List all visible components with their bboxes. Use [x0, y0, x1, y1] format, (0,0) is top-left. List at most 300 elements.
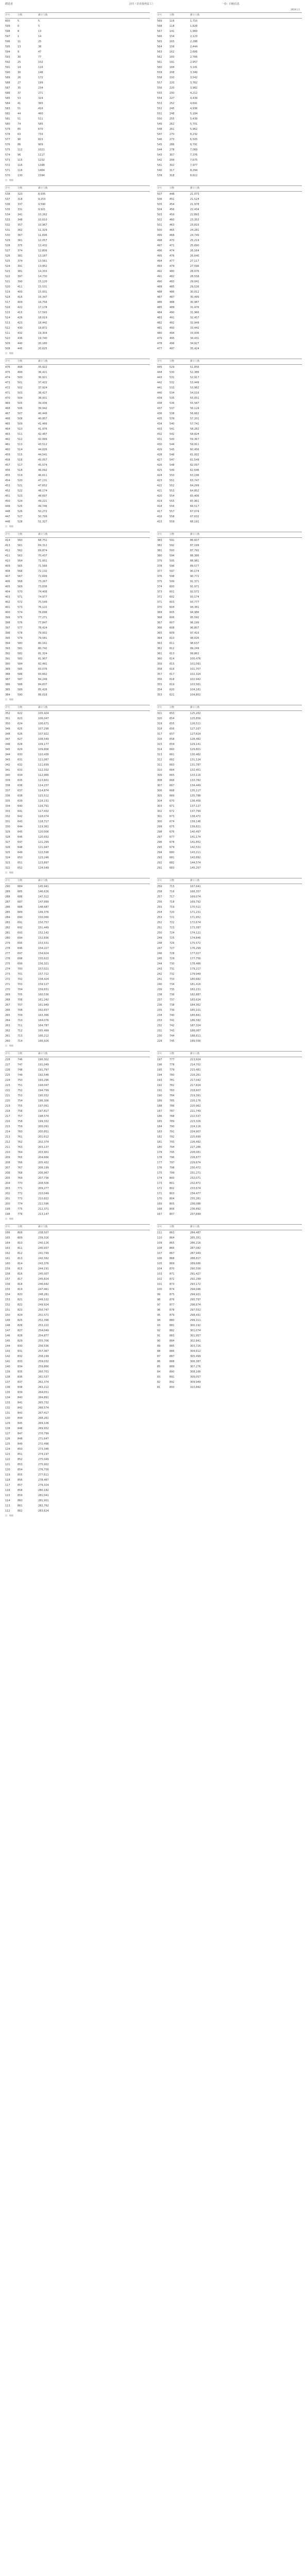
table-row [5, 1333, 150, 1338]
cell-id: 174 [157, 1177, 162, 1180]
table-row [5, 641, 150, 646]
table-row [157, 819, 302, 824]
cell-count: 174,846 [190, 937, 201, 940]
table-row [5, 152, 150, 158]
cell-count: 161,242 [38, 998, 49, 1002]
cell-id: 323 [5, 861, 10, 865]
cell-count: 14,333 [38, 270, 47, 273]
cell-score: 374 [18, 260, 23, 263]
table-row [5, 421, 150, 427]
cell-id: 540 [157, 169, 162, 172]
table-row [157, 574, 302, 579]
cell-id: 359 [157, 663, 162, 666]
table-row [157, 1008, 302, 1013]
cell-id: 283 [5, 921, 10, 924]
cell-id: 328 [5, 836, 10, 839]
cell-count: 204,666 [38, 1156, 49, 1159]
cell-id: 257 [157, 895, 162, 899]
cell-score: 755 [18, 1105, 23, 1108]
cell-id: 200 [5, 1202, 10, 1206]
table-row [5, 396, 150, 401]
cell-score: 683 [169, 867, 175, 870]
cell-score: 11 [18, 40, 21, 43]
table-row [5, 936, 150, 941]
cell-count: 72,699 [38, 575, 47, 578]
cell-id: 171 [157, 1192, 162, 1195]
cell-id: 350 [5, 722, 10, 725]
table-row [5, 1098, 150, 1104]
cell-count: 189,556 [190, 1040, 201, 1043]
cell-score: 778 [169, 1063, 175, 1066]
cell-count: 5 [38, 20, 40, 23]
cell-score: 539 [169, 417, 175, 420]
cell-count: 147,999 [38, 901, 49, 904]
table-row [5, 326, 150, 331]
cell-id: 357 [157, 673, 162, 676]
cell-id: 246 [157, 952, 162, 955]
cell-count: 7,675 [190, 159, 198, 162]
cell-count: 52,386 [190, 371, 199, 374]
cell-score: 774 [18, 1202, 23, 1206]
cell-id: 132 [5, 1406, 10, 1410]
table-row [157, 866, 302, 871]
cell-count: 301,074 [190, 1329, 201, 1332]
cell-count: 95,592 [190, 616, 199, 619]
cell-count: 823 [38, 138, 43, 141]
cell-id: 216 [5, 1120, 10, 1123]
cell-id: 194 [157, 1074, 162, 1077]
table-row [5, 564, 150, 569]
cell-score: 730 [169, 962, 175, 965]
cell-count: 200,091 [38, 1125, 49, 1128]
cell-count: 58,824 [190, 433, 199, 436]
table-row [5, 1395, 150, 1400]
cell-count: 69,312 [38, 544, 47, 547]
table-row [157, 192, 302, 197]
cell-count: 185,841 [190, 1014, 201, 1017]
table-section [5, 532, 302, 702]
cell-score: 541 [169, 428, 175, 431]
cell-score: 549 [169, 469, 175, 472]
table-row [5, 1246, 150, 1251]
cell-count: 133,116 [190, 774, 201, 777]
cell-count: 227,286 [190, 1146, 201, 1149]
table-row [5, 835, 150, 840]
header-count: 累计人数 [38, 187, 48, 190]
cell-count: 228,081 [190, 1151, 201, 1154]
cell-id: 588 [5, 81, 10, 84]
cell-score: 838 [18, 1386, 23, 1389]
table-row [5, 747, 150, 752]
header-score: 分数 [18, 14, 23, 16]
cell-count: 87,792 [190, 549, 199, 552]
section-footer-note: 注：数据 [5, 525, 13, 528]
cell-id: 356 [157, 678, 162, 681]
cell-id: 397 [5, 626, 10, 630]
table-row [5, 1109, 150, 1114]
cell-score: 671 [169, 805, 175, 808]
table-row [157, 370, 302, 375]
cell-score: 255 [169, 117, 175, 121]
table-row [5, 1493, 150, 1498]
table-row [5, 1140, 150, 1145]
section-grid [5, 532, 302, 698]
cell-count: 172,674 [190, 921, 201, 924]
cell-score: 521 [18, 484, 23, 487]
table-row [157, 1023, 302, 1028]
cell-score: 633 [18, 769, 23, 772]
cell-score: 763 [18, 1146, 23, 1149]
cell-count: 184,362 [190, 1004, 201, 1007]
cell-id: 150 [5, 1314, 10, 1317]
cell-count: 41,976 [38, 428, 47, 431]
cell-id: 211 [5, 1146, 10, 1149]
table-row [157, 589, 302, 595]
cell-score: 876 [169, 1298, 175, 1301]
cell-count: 120,006 [38, 831, 49, 834]
table-row [5, 1390, 150, 1395]
cell-id: 155 [5, 1288, 10, 1291]
cell-id: 310 [157, 769, 162, 772]
cell-score: 743 [169, 1029, 175, 1032]
cell-score: 614 [169, 657, 175, 660]
cell-id: 401 [5, 606, 10, 609]
table-row [157, 982, 302, 987]
column-header [5, 1051, 150, 1057]
cell-score: 732 [169, 973, 175, 976]
table-row [157, 910, 302, 915]
table-row [157, 1313, 302, 1318]
cell-score: 53 [18, 97, 21, 100]
cell-id: 436 [157, 412, 162, 415]
cell-id: 429 [157, 448, 162, 451]
cell-score: 577 [18, 626, 23, 630]
cell-score: 754 [18, 1099, 23, 1103]
cell-count: 194,047 [38, 1084, 49, 1087]
table-row [5, 1400, 150, 1405]
cell-score: 647 [18, 841, 23, 844]
table-row [157, 553, 302, 558]
cell-score: 116 [18, 169, 23, 172]
table-row [157, 605, 302, 610]
cell-count: 28,558 [190, 275, 199, 278]
cell-count: 15,931 [38, 291, 47, 294]
section-grid [5, 1051, 302, 1217]
cell-score: 601 [169, 590, 175, 594]
cell-id: 358 [157, 668, 162, 671]
cell-score: 96 [18, 154, 21, 157]
cell-id: 373 [157, 590, 162, 594]
cell-id: 197 [157, 1058, 162, 1061]
cell-score: 702 [18, 978, 23, 981]
cell-score: 302 [169, 164, 175, 167]
cell-score: 844 [18, 1417, 23, 1420]
cell-count: 203,901 [38, 1151, 49, 1154]
cell-score: 506 [18, 407, 23, 410]
cell-score: 86 [18, 143, 21, 146]
cell-id: 127 [5, 1432, 10, 1435]
cell-count: 2,123 [190, 35, 198, 38]
cell-score: 710 [18, 1019, 23, 1022]
table-row [5, 228, 150, 233]
cell-id: 522 [5, 275, 10, 278]
cell-score: 483 [169, 280, 175, 283]
table-row [157, 34, 302, 39]
table-section [5, 1224, 302, 1518]
cell-count: 25,690 [190, 244, 199, 247]
cell-score: 415 [18, 311, 23, 314]
cell-id: 561 [157, 61, 162, 64]
table-row [5, 1230, 150, 1235]
table-row [157, 677, 302, 682]
cell-count: 309,057 [190, 1376, 201, 1379]
cell-score: 705 [18, 993, 23, 996]
cell-count: 31,476 [190, 306, 199, 309]
cell-count: 181,416 [190, 983, 201, 986]
cell-count: 171,952 [190, 916, 201, 919]
cell-score: 797 [169, 1161, 175, 1164]
table-row [5, 1385, 150, 1390]
table-row [5, 845, 150, 850]
cell-count: 12,432 [38, 244, 47, 247]
cell-count: 84,837 [38, 683, 47, 686]
cell-score: 30 [18, 71, 21, 74]
cell-score: 717 [169, 895, 175, 899]
cell-count: 140,497 [190, 831, 201, 834]
cell-id: 163 [5, 1247, 10, 1250]
cell-id: 266 [5, 1009, 10, 1012]
cell-score: 51 [18, 107, 21, 110]
cell-score: 869 [169, 1262, 175, 1265]
table-row [157, 279, 302, 284]
cell-id: 256 [157, 901, 162, 904]
table-row [157, 809, 302, 814]
cell-id: 177 [157, 1161, 162, 1164]
table-row [157, 163, 302, 168]
table-row [5, 259, 150, 264]
header-score: 分数 [18, 187, 23, 190]
cell-count: 178,486 [190, 962, 201, 965]
section-footer-note: 注：数据 [5, 352, 13, 354]
cell-score: 768 [18, 1172, 23, 1175]
cell-score: 650 [18, 856, 23, 859]
table-row [157, 96, 302, 101]
header-left: 聘选者 [5, 3, 13, 6]
cell-count: 148,687 [38, 906, 49, 909]
cell-score: 808 [18, 1231, 23, 1234]
table-row [157, 972, 302, 977]
cell-score: 528 [18, 520, 23, 523]
cell-count: 123,246 [38, 856, 49, 859]
cell-count: 245,007 [38, 1273, 49, 1276]
table-row [5, 1088, 150, 1093]
table-row [157, 1349, 302, 1354]
cell-count: 17,178 [38, 306, 47, 309]
cell-score: 524 [18, 500, 23, 503]
cell-score: 160 [169, 56, 175, 59]
cell-id: 317 [157, 733, 162, 736]
cell-id: 239 [157, 988, 162, 991]
table-row [157, 519, 302, 524]
cell-id: 480 [157, 332, 162, 335]
cell-id: 371 [157, 601, 162, 604]
cell-id: 144 [5, 1345, 10, 1348]
cell-score: 317 [169, 169, 175, 172]
cell-score: 738 [169, 1004, 175, 1007]
table-row [5, 1150, 150, 1155]
table-row [157, 1134, 302, 1140]
cell-count: 21,978 [190, 203, 199, 206]
table-row [5, 866, 150, 871]
column-header [5, 1224, 150, 1230]
cell-count: 129,141 [190, 743, 201, 746]
column-header [5, 705, 150, 711]
cell-id: 88 [157, 1350, 161, 1353]
table-row [157, 452, 302, 457]
table-row [157, 1039, 302, 1044]
cell-count: 102,324 [190, 673, 201, 676]
cell-id: 381 [157, 549, 162, 552]
table-row [5, 961, 150, 967]
table-row [157, 207, 302, 212]
cell-id: 553 [157, 102, 162, 105]
cell-count: 47 [38, 50, 42, 54]
cell-id: 180 [157, 1146, 162, 1149]
table-row [5, 1380, 150, 1385]
table-row [5, 274, 150, 279]
cell-id: 262 [5, 1029, 10, 1032]
cell-count: 9,921 [38, 208, 46, 211]
cell-score: 362 [18, 229, 23, 232]
cell-count: 188,811 [190, 1035, 201, 1038]
cell-count: 112,966 [38, 774, 49, 777]
cell-score: 529 [169, 366, 175, 369]
cell-id: 269 [5, 993, 10, 996]
table-row [5, 192, 150, 197]
table-row [157, 1129, 302, 1134]
cell-score: 74 [18, 123, 21, 126]
cell-score: 884 [169, 1340, 175, 1343]
cell-id: 122 [5, 1458, 10, 1461]
cell-score: 670 [169, 800, 175, 803]
table-row [5, 1452, 150, 1457]
cell-score: 662 [169, 758, 175, 761]
cell-id: 577 [5, 138, 10, 141]
cell-count: 25,219 [190, 239, 199, 242]
cell-count: 57,201 [190, 417, 199, 420]
cell-count: 68,191 [190, 520, 199, 523]
cell-id: 118 [5, 1479, 10, 1482]
cell-id: 187 [157, 1110, 162, 1113]
cell-count: 169,074 [190, 895, 201, 899]
cell-score: 888 [169, 1360, 175, 1363]
table-row [157, 1078, 302, 1083]
cell-count: 259,866 [38, 1365, 49, 1368]
document-header [5, 2, 302, 12]
cell-score: 532 [169, 381, 175, 384]
cell-count: 80,742 [38, 647, 47, 650]
cell-id: 273 [5, 973, 10, 976]
table-row [157, 290, 302, 295]
table-row [157, 1003, 302, 1008]
cell-score: 735 [169, 988, 175, 991]
table-row [157, 494, 302, 499]
cell-id: 229 [157, 1040, 162, 1043]
header-id: 序号 [157, 1226, 162, 1228]
cell-count: 29,526 [190, 285, 199, 289]
table-row [157, 1230, 302, 1235]
cell-id: 265 [5, 1014, 10, 1017]
cell-score: 673 [169, 815, 175, 818]
cell-count: 210,049 [38, 1192, 49, 1195]
table-row [5, 173, 150, 178]
cell-score: 810 [18, 1242, 23, 1245]
cell-count: 257,367 [38, 1350, 49, 1353]
table-row [157, 248, 302, 253]
table-row [157, 315, 302, 320]
cell-count: 58,282 [190, 428, 199, 431]
cell-id: 439 [157, 397, 162, 400]
cell-score: 819 [18, 1288, 23, 1291]
cell-id: 97 [157, 1303, 161, 1307]
cell-count: 81,907 [38, 657, 47, 660]
cell-score: 747 [18, 1063, 23, 1066]
cell-score: 780 [169, 1074, 175, 1077]
cell-count: 272,496 [38, 1443, 49, 1446]
cell-score: 791 [169, 1130, 175, 1133]
cell-count: 94,986 [190, 611, 199, 614]
cell-score: 679 [169, 846, 175, 849]
cell-id: 108 [157, 1247, 162, 1250]
cell-id: 236 [157, 1004, 162, 1007]
cell-score: 508 [18, 417, 23, 420]
cell-score: 432 [18, 332, 23, 335]
cell-id: 432 [157, 433, 162, 436]
cell-count: 106,047 [38, 717, 49, 720]
cell-count: 309,949 [190, 1381, 201, 1384]
table-row [5, 320, 150, 326]
cell-id: 513 [5, 321, 10, 325]
cell-count: 145,257 [190, 867, 201, 870]
table-row [157, 1277, 302, 1282]
cell-id: 156 [5, 1283, 10, 1286]
table-row [5, 202, 150, 207]
cell-count: 158,424 [38, 978, 49, 981]
cell-score: 666 [169, 779, 175, 782]
cell-count: 110,436 [38, 753, 49, 756]
cell-score: 381 [18, 255, 23, 258]
cell-count: 147,312 [38, 895, 49, 899]
cell-id: 291 [157, 867, 162, 870]
cell-id: 424 [157, 474, 162, 477]
cell-score: 829 [18, 1340, 23, 1343]
cell-count: 238,507 [38, 1231, 49, 1234]
cell-id: 176 [157, 1166, 162, 1170]
cell-id: 487 [157, 296, 162, 299]
cell-id: 564 [157, 45, 162, 48]
cell-count: 20,625 [38, 347, 47, 350]
cell-id: 536 [5, 203, 10, 206]
table-row [5, 122, 150, 127]
cell-id: 300 [157, 820, 162, 823]
cell-id: 222 [5, 1089, 10, 1092]
cell-count: 131,124 [190, 758, 201, 761]
cell-count: 285,351 [190, 1236, 201, 1240]
cell-score: 775 [18, 1208, 23, 1211]
table-row [157, 49, 302, 55]
cell-id: 302 [157, 810, 162, 813]
cell-id: 516 [5, 306, 10, 309]
